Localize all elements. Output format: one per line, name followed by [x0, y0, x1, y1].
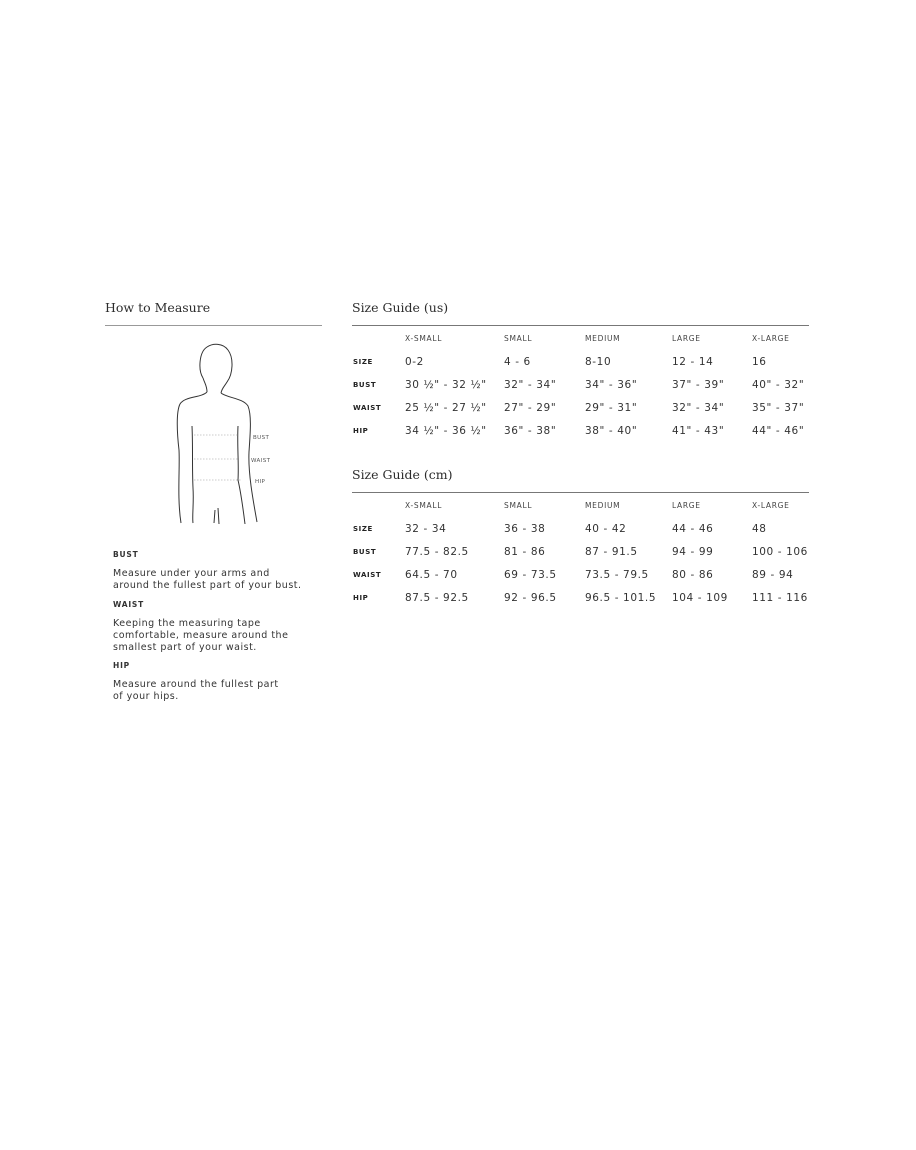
table-row	[350, 373, 812, 396]
column-header: X-SMALL	[405, 334, 443, 343]
table-cell: 37" - 39"	[672, 378, 725, 391]
table-row	[350, 586, 812, 609]
hip-heading: HIP	[113, 661, 130, 670]
table-header-row	[350, 327, 812, 350]
bust-instructions	[113, 550, 328, 592]
table-cell: 87.5 - 92.5	[405, 591, 469, 604]
table-row	[350, 517, 812, 540]
table-cell: 44 - 46	[672, 522, 714, 535]
column-header: LARGE	[672, 501, 701, 510]
column-header: X-LARGE	[752, 334, 790, 343]
table-cell: 80 - 86	[672, 568, 714, 581]
table-row	[350, 350, 812, 373]
table-cell: 40" - 32"	[752, 378, 805, 391]
table-cell: 35" - 37"	[752, 401, 805, 414]
table-cell: 104 - 109	[672, 591, 728, 604]
table-cell: 30 ½" - 32 ½"	[405, 378, 487, 391]
column-header: MEDIUM	[585, 501, 621, 510]
table-cell: 64.5 - 70	[405, 568, 458, 581]
table-row	[350, 396, 812, 419]
row-label: BUST	[353, 380, 377, 389]
size-guide-us-table	[350, 327, 812, 442]
table-cell: 48	[752, 522, 767, 535]
table-row	[350, 563, 812, 586]
size-guide-cm-table	[350, 494, 812, 609]
table-cell: 92 - 96.5	[504, 591, 557, 604]
table-cell: 38" - 40"	[585, 424, 638, 437]
body-outline-illustration	[165, 338, 295, 530]
waist-heading: WAIST	[113, 600, 145, 609]
figure-label-bust: BUST	[253, 435, 270, 441]
table-cell: 29" - 31"	[585, 401, 638, 414]
size-guide-us-title: Size Guide (us)	[352, 300, 449, 315]
table-cell: 34" - 36"	[585, 378, 638, 391]
row-label: BUST	[353, 547, 377, 556]
table-cell: 100 - 106	[752, 545, 808, 558]
table-cell: 44" - 46"	[752, 424, 805, 437]
table-cell: 40 - 42	[585, 522, 627, 535]
column-header: X-LARGE	[752, 501, 790, 510]
table-cell: 4 - 6	[504, 355, 531, 368]
table-row	[350, 540, 812, 563]
how-to-measure-divider	[105, 325, 322, 326]
body-measurement-figure	[165, 338, 295, 530]
row-label: SIZE	[353, 524, 373, 533]
row-label: WAIST	[353, 570, 382, 579]
table-cell: 94 - 99	[672, 545, 714, 558]
table-header-row	[350, 494, 812, 517]
table-cell: 77.5 - 82.5	[405, 545, 469, 558]
row-label: WAIST	[353, 403, 382, 412]
table-cell: 34 ½" - 36 ½"	[405, 424, 487, 437]
how-to-measure-title: How to Measure	[105, 300, 211, 315]
table-cell: 25 ½" - 27 ½"	[405, 401, 487, 414]
table-cell: 12 - 14	[672, 355, 714, 368]
column-header: LARGE	[672, 334, 701, 343]
table-cell: 16	[752, 355, 767, 368]
table-cell: 32" - 34"	[504, 378, 557, 391]
column-header: SMALL	[504, 501, 533, 510]
table-cell: 27" - 29"	[504, 401, 557, 414]
figure-label-waist: WAIST	[251, 458, 271, 464]
table-cell: 36 - 38	[504, 522, 546, 535]
table-cell: 87 - 91.5	[585, 545, 638, 558]
table-cell: 0-2	[405, 355, 424, 368]
size-guide-us-divider	[352, 325, 809, 326]
row-label: HIP	[353, 593, 369, 602]
row-label: HIP	[353, 426, 369, 435]
column-header: MEDIUM	[585, 334, 621, 343]
bust-text: Measure under your arms and around the fullest part of your bust.	[113, 568, 302, 591]
table-cell: 36" - 38"	[504, 424, 557, 437]
table-cell: 8-10	[585, 355, 612, 368]
waist-text: Keeping the measuring tape comfortable, measure around the smallest part of your waist.	[113, 618, 289, 653]
table-cell: 73.5 - 79.5	[585, 568, 649, 581]
hip-instructions	[113, 661, 328, 703]
hip-text: Measure around the fullest part of your hips.	[113, 679, 279, 702]
table-cell: 89 - 94	[752, 568, 794, 581]
table-cell: 81 - 86	[504, 545, 546, 558]
size-guide-cm-divider	[352, 492, 809, 493]
figure-label-hip: HIP	[255, 479, 266, 485]
column-header: SMALL	[504, 334, 533, 343]
table-cell: 96.5 - 101.5	[585, 591, 657, 604]
waist-instructions	[113, 600, 328, 654]
table-cell: 41" - 43"	[672, 424, 725, 437]
row-label: SIZE	[353, 357, 373, 366]
table-cell: 32 - 34	[405, 522, 447, 535]
table-cell: 69 - 73.5	[504, 568, 557, 581]
column-header: X-SMALL	[405, 501, 443, 510]
table-row	[350, 419, 812, 442]
bust-heading: BUST	[113, 550, 139, 559]
size-guide-cm-title: Size Guide (cm)	[352, 467, 453, 482]
table-cell: 32" - 34"	[672, 401, 725, 414]
table-cell: 111 - 116	[752, 591, 808, 604]
